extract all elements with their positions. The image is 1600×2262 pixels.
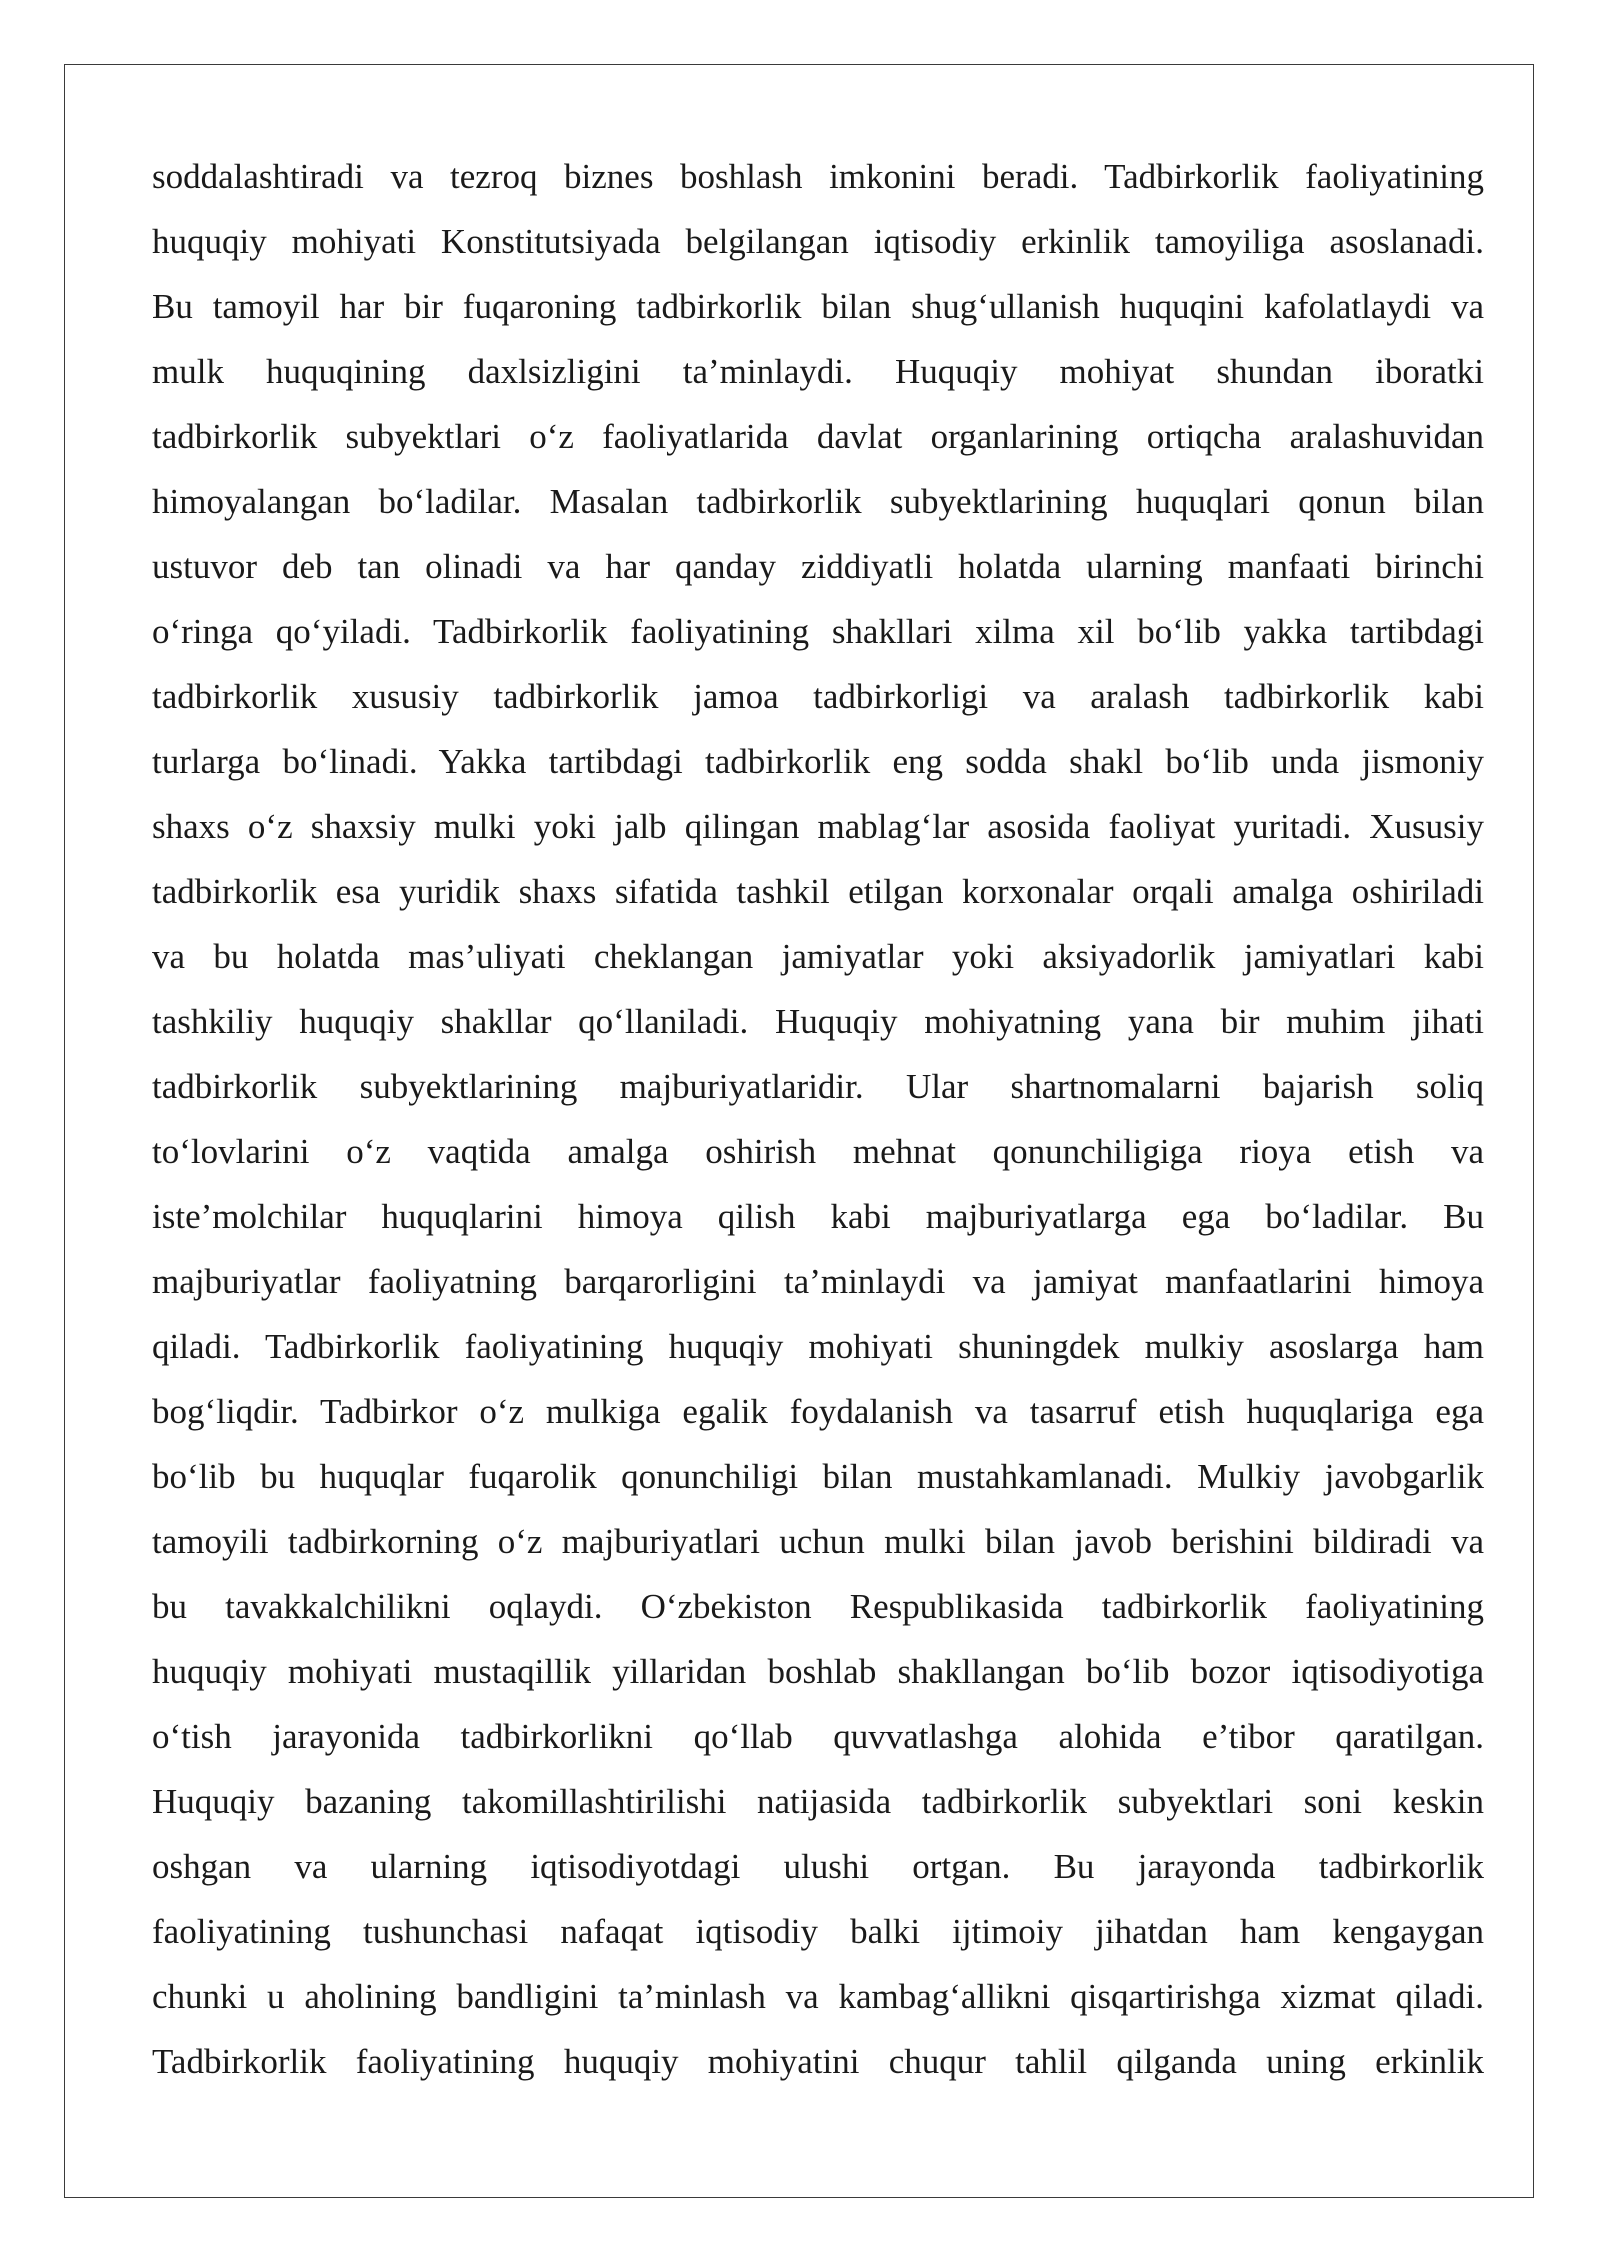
text-line: bog‘liqdir. Tadbirkor o‘z mulkiga egalik foydalanish va tasarruf etish huquqlariga ega	[152, 1392, 1484, 1431]
text-line: o‘ringa qo‘yiladi. Tadbirkorlik faoliyatining shakllari xilma xil bo‘lib yakka tartibdagi	[152, 612, 1484, 651]
text-line: qiladi. Tadbirkorlik faoliyatining huquqiy mohiyati shuningdek mulkiy asoslarga ham	[152, 1327, 1484, 1366]
text-line: tamoyili tadbirkorning o‘z majburiyatlari uchun mulki bilan javob berishini bildiradi va	[152, 1522, 1484, 1561]
text-line: tashkiliy huquqiy shakllar qo‘llaniladi. Huquqiy mohiyatning yana bir muhim jihati	[152, 1002, 1484, 1041]
text-line: bo‘lib bu huquqlar fuqarolik qonunchiligi bilan mustahkamlanadi. Mulkiy javobgarlik	[152, 1457, 1484, 1496]
text-line: turlarga bo‘linadi. Yakka tartibdagi tadbirkorlik eng sodda shakl bo‘lib unda jismoniy	[152, 742, 1484, 781]
text-line: huquqiy mohiyati Konstitutsiyada belgilangan iqtisodiy erkinlik tamoyiliga asoslanadi.	[152, 222, 1484, 261]
body-text	[152, 144, 1484, 2094]
text-line: shaxs o‘z shaxsiy mulki yoki jalb qilingan mablag‘lar asosida faoliyat yuritadi. Xususiy	[152, 807, 1484, 846]
text-line: va bu holatda mas’uliyati cheklangan jamiyatlar yoki aksiyadorlik jamiyatlari kabi	[152, 937, 1484, 976]
text-line: chunki u aholining bandligini ta’minlash va kambag‘allikni qisqartirishga xizmat qiladi.	[152, 1977, 1484, 2016]
text-line: huquqiy mohiyati mustaqillik yillaridan boshlab shakllangan bo‘lib bozor iqtisodiyotiga	[152, 1652, 1484, 1691]
text-line: bu tavakkalchilikni oqlaydi. O‘zbekiston Respublikasida tadbirkorlik faoliyatining	[152, 1587, 1484, 1626]
text-line: soddalashtiradi va tezroq biznes boshlash imkonini beradi. Tadbirkorlik faoliyatining	[152, 157, 1484, 196]
text-line: faoliyatining tushunchasi nafaqat iqtisodiy balki ijtimoiy jihatdan ham kengaygan	[152, 1912, 1484, 1951]
text-line: Huquqiy bazaning takomillashtirilishi natijasida tadbirkorlik subyektlari soni keskin	[152, 1782, 1484, 1821]
text-line: tadbirkorlik subyektlari o‘z faoliyatlarida davlat organlarining ortiqcha aralashuvidan	[152, 417, 1484, 456]
text-line: majburiyatlar faoliyatning barqarorligini ta’minlaydi va jamiyat manfaatlarini himoya	[152, 1262, 1484, 1301]
text-line: iste’molchilar huquqlarini himoya qilish kabi majburiyatlarga ega bo‘ladilar. Bu	[152, 1197, 1484, 1236]
text-line: Tadbirkorlik faoliyatining huquqiy mohiyatini chuqur tahlil qilganda uning erkinlik	[152, 2042, 1484, 2081]
text-line: oshgan va ularning iqtisodiyotdagi ulushi ortgan. Bu jarayonda tadbirkorlik	[152, 1847, 1484, 1886]
text-line: himoyalangan bo‘ladilar. Masalan tadbirkorlik subyektlarining huquqlari qonun bilan	[152, 482, 1484, 521]
text-line: to‘lovlarini o‘z vaqtida amalga oshirish mehnat qonunchiligiga rioya etish va	[152, 1132, 1484, 1171]
text-line: Bu tamoyil har bir fuqaroning tadbirkorlik bilan shug‘ullanish huquqini kafolatlaydi va	[152, 287, 1484, 326]
text-line: mulk huquqining daxlsizligini ta’minlaydi. Huquqiy mohiyat shundan iboratki	[152, 352, 1484, 391]
text-line: tadbirkorlik esa yuridik shaxs sifatida tashkil etilgan korxonalar orqali amalga oshiriladi	[152, 872, 1484, 911]
text-line: ustuvor deb tan olinadi va har qanday ziddiyatli holatda ularning manfaati birinchi	[152, 547, 1484, 586]
text-line: tadbirkorlik subyektlarining majburiyatlaridir. Ular shartnomalarni bajarish soliq	[152, 1067, 1484, 1106]
text-line: o‘tish jarayonida tadbirkorlikni qo‘llab quvvatlashga alohida e’tibor qaratilgan.	[152, 1717, 1484, 1756]
text-line: tadbirkorlik xususiy tadbirkorlik jamoa tadbirkorligi va aralash tadbirkorlik kabi	[152, 677, 1484, 716]
